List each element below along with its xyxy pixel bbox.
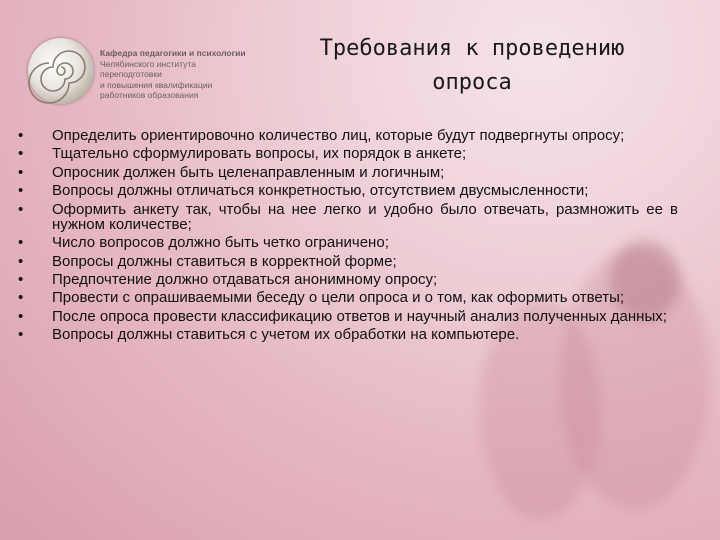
org-line: Челябинского института переподготовки: [100, 58, 196, 79]
list-item-text: Оформить анкету так, чтобы на нее легко и удобно было отвечать, размножить ее в нужном количестве;: [52, 200, 678, 233]
list-item: [18, 146, 678, 161]
list-item: [18, 165, 678, 180]
bullet-icon: •: [18, 270, 24, 288]
list-item-text: Провести с опрашиваемыми беседу о цели опроса и о том, как оформить ответы;: [52, 289, 625, 307]
list-item-text: Число вопросов должно быть четко ограничено;: [52, 234, 389, 252]
org-line: работников образования: [100, 90, 199, 100]
list-item: [18, 290, 678, 305]
list-item-text: Определить ориентировочно количество лиц, которые будут подвергнуты опросу;: [52, 127, 625, 144]
bullet-icon: •: [18, 163, 24, 181]
list-item: [18, 235, 678, 250]
title-line: опроса: [432, 70, 512, 95]
bullet-icon: •: [18, 234, 24, 252]
bullet-icon: •: [18, 289, 24, 307]
list-item: [18, 202, 678, 232]
org-line: Кафедра педагогики и психологии: [100, 48, 246, 58]
title-line: Требования к проведению: [319, 36, 625, 61]
list-item: [18, 272, 678, 287]
bullet-icon: •: [18, 307, 24, 325]
org-line: и повышения квалификации: [100, 79, 213, 90]
list-item: [18, 254, 678, 269]
bullet-icon: •: [18, 326, 24, 344]
list-item: [18, 327, 678, 342]
bullet-icon: •: [18, 252, 24, 270]
list-item-text: Опросник должен быть целенаправленным и логичным;: [52, 163, 445, 181]
list-item-text: Предпочтение должно отдаваться анонимному опросу;: [52, 270, 438, 288]
list-item: [18, 309, 678, 324]
list-item-text: Вопросы должны ставиться с учетом их обработки на компьютере.: [52, 326, 520, 344]
requirements-list: [18, 128, 678, 346]
list-item-text: Вопросы должны отличаться конкретностью, отсутствием двусмысленности;: [52, 182, 589, 200]
bullet-icon: •: [18, 200, 24, 218]
page-title: [262, 32, 682, 100]
list-item: [18, 128, 678, 143]
list-item-text: После опроса провести классификацию ответов и научный анализ полученных данных;: [52, 307, 667, 325]
bullet-icon: •: [18, 145, 24, 163]
bullet-icon: •: [18, 127, 24, 144]
list-item: [18, 183, 678, 198]
bullet-icon: •: [18, 182, 24, 200]
logo-icon: [28, 38, 94, 104]
list-item-text: Вопросы должны ставиться в корректной форме;: [52, 252, 397, 270]
list-item-text: Тщательно сформулировать вопросы, их порядок в анкете;: [52, 145, 467, 163]
organization-name: [100, 48, 250, 101]
